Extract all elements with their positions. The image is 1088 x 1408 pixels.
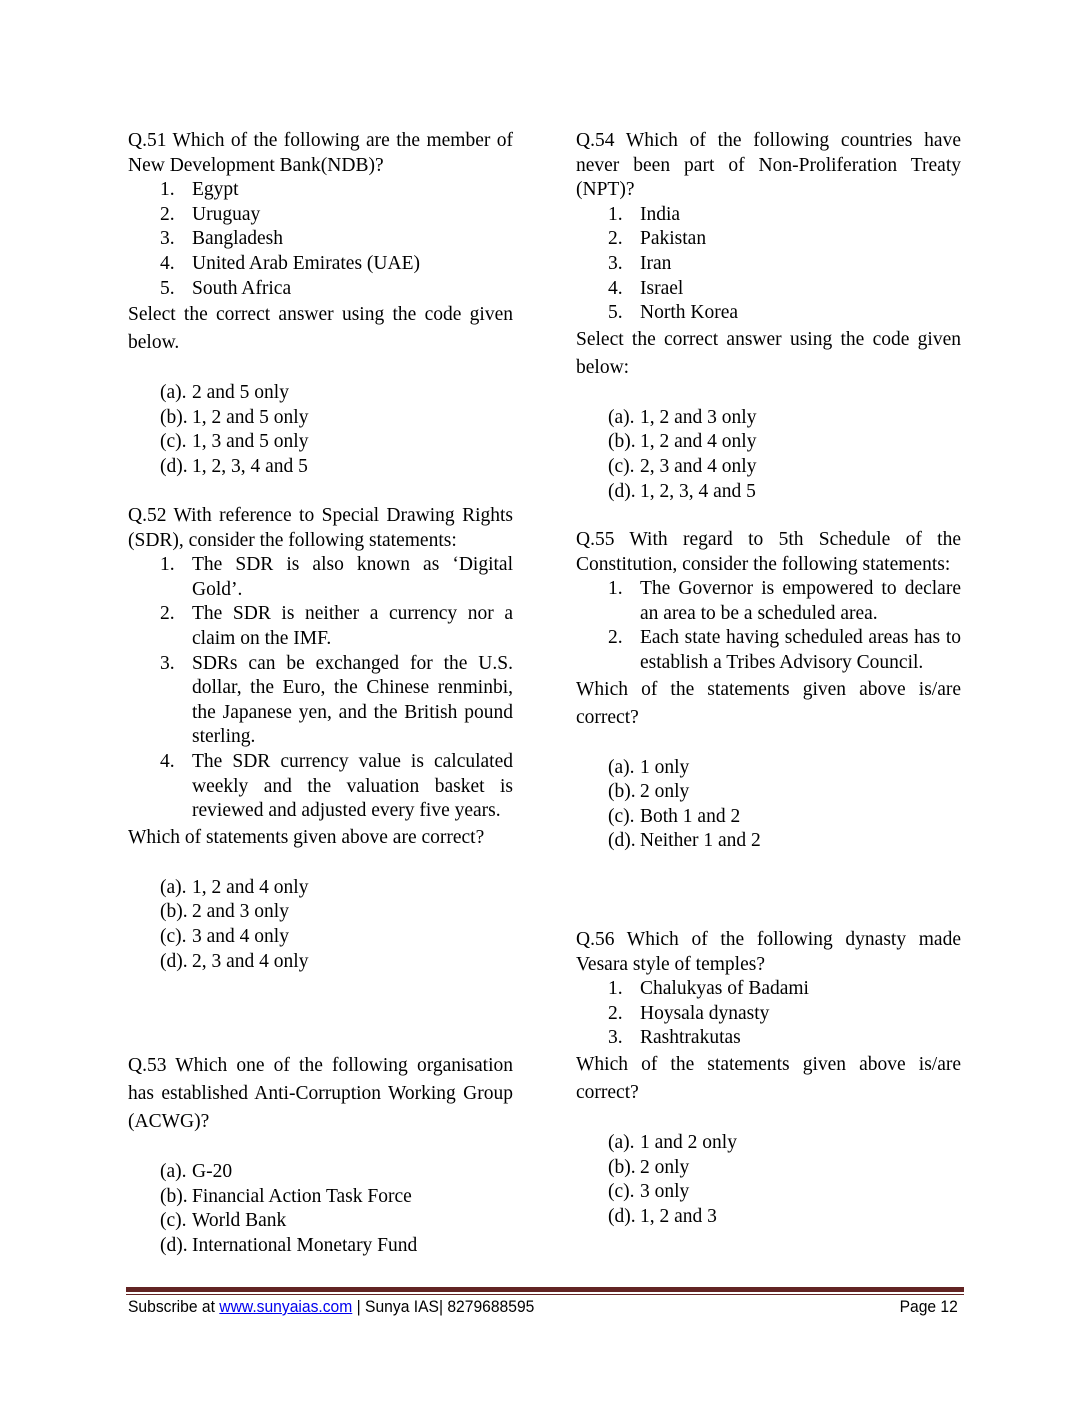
statement-list [576, 577, 961, 675]
answer-option [128, 430, 513, 455]
option-label: (c). [608, 805, 635, 827]
question-block [576, 928, 961, 1229]
answer-option [576, 455, 961, 480]
statement-number: 4. [160, 252, 175, 274]
answer-options [128, 381, 513, 479]
statement-item [576, 203, 961, 228]
answer-options [576, 406, 961, 504]
option-label: (c). [608, 455, 635, 477]
question-block [128, 504, 513, 974]
statement-text: The Governor is empowered to declare an area to be a scheduled area. [640, 578, 961, 624]
option-label: (a). [608, 406, 635, 428]
statement-item [576, 252, 961, 277]
statement-number: 2. [160, 603, 175, 625]
website-link[interactable]: www.sunyaias.com [219, 1297, 353, 1316]
statement-item [128, 553, 513, 602]
answer-options [128, 876, 513, 974]
answer-option [576, 780, 961, 805]
option-label: (b). [608, 1156, 636, 1178]
statement-item [576, 277, 961, 302]
option-label: (a). [160, 876, 187, 898]
option-text: 2 and 3 only [192, 901, 289, 923]
option-label: (a). [608, 756, 635, 778]
question-instruction: Which of the statements given above is/are correct? [576, 678, 961, 728]
statement-number: 4. [608, 277, 623, 299]
answer-option [128, 406, 513, 431]
option-label: (c). [608, 1181, 635, 1203]
statement-text: India [640, 203, 681, 225]
statement-text: The SDR is also known as ‘Digital Gold’. [192, 554, 513, 600]
answer-option [128, 900, 513, 925]
statement-item [576, 1002, 961, 1027]
option-label: (a). [160, 382, 187, 404]
option-text: 3 only [640, 1181, 690, 1203]
statement-number: 2. [160, 203, 175, 225]
statement-item [128, 602, 513, 651]
option-text: International Monetary Fund [192, 1234, 418, 1256]
answer-options [576, 756, 961, 854]
answer-options [576, 1131, 961, 1229]
statement-text: United Arab Emirates (UAE) [192, 252, 420, 274]
statement-text: Rashtrakutas [640, 1027, 741, 1049]
statement-item [128, 652, 513, 750]
statement-item [128, 750, 513, 824]
statement-item [128, 178, 513, 203]
question-instruction: Select the correct answer using the code given below. [128, 304, 513, 354]
option-label: (b). [160, 901, 188, 923]
statement-item [576, 577, 961, 626]
statement-item [576, 977, 961, 1002]
answer-option [128, 876, 513, 901]
answer-option [128, 1160, 513, 1185]
option-label: (b). [608, 781, 636, 803]
statement-number: 1. [160, 179, 175, 201]
statement-item [576, 301, 961, 326]
answer-option [128, 925, 513, 950]
answer-option [576, 406, 961, 431]
option-text: 1 only [640, 756, 690, 778]
option-text: 2 only [640, 781, 690, 803]
statement-text: Pakistan [640, 228, 707, 250]
option-text: 1, 2 and 5 only [192, 406, 309, 428]
statement-number: 1. [608, 578, 623, 600]
question-stem: Q.51 Which of the following are the member of New Development Bank(NDB)? [128, 130, 513, 176]
answer-option [128, 1185, 513, 1210]
statement-list [576, 203, 961, 326]
statement-text: The SDR is neither a currency nor a claim on the IMF. [192, 603, 513, 649]
option-text: 1, 2, 3, 4 and 5 [640, 480, 756, 502]
option-text: 2 and 5 only [192, 382, 289, 404]
statement-number: 5. [160, 277, 175, 299]
option-text: 2, 3 and 4 only [640, 455, 757, 477]
footer-contact: | Sunya IAS| 8279688595 [352, 1297, 535, 1316]
option-label: (d). [160, 950, 188, 972]
statement-text: Hoysala dynasty [640, 1002, 770, 1024]
statement-text: Egypt [192, 179, 239, 201]
question-stem: Q.56 Which of the following dynasty made Vesara style of temples? [576, 929, 961, 975]
statement-number: 1. [608, 978, 623, 1000]
answer-option [128, 1209, 513, 1234]
answer-option [128, 950, 513, 975]
statement-number: 3. [160, 228, 175, 250]
question-block [576, 129, 961, 504]
statement-text: Each state having scheduled areas has to establish a Tribes Advisory Council. [640, 627, 961, 673]
option-text: G-20 [192, 1161, 233, 1182]
statement-text: Uruguay [192, 203, 261, 225]
statement-number: 3. [160, 652, 175, 674]
option-label: (d). [160, 455, 188, 477]
statement-text: Iran [640, 252, 672, 274]
option-text: 3 and 4 only [192, 925, 289, 947]
footer-prefix: Subscribe at [128, 1297, 220, 1316]
statement-number: 1. [608, 203, 623, 225]
answer-option [576, 829, 961, 854]
option-text: Both 1 and 2 [640, 805, 741, 827]
option-label: (a). [608, 1131, 635, 1153]
option-label: (c). [160, 925, 187, 947]
footer-left [128, 1297, 534, 1317]
answer-option [576, 756, 961, 781]
statement-item [128, 277, 513, 302]
option-text: Neither 1 and 2 [640, 830, 761, 852]
answer-options [128, 1160, 513, 1258]
option-label: (d). [608, 480, 636, 502]
statement-number: 1. [160, 554, 175, 576]
statement-number: 2. [608, 1002, 623, 1024]
option-text: 1, 2 and 4 only [192, 876, 309, 898]
option-label: (c). [160, 1210, 187, 1232]
answer-option [128, 455, 513, 480]
statement-item [128, 227, 513, 252]
statement-text: North Korea [640, 302, 739, 324]
answer-option [128, 381, 513, 406]
statement-text: Bangladesh [192, 228, 283, 250]
statement-item [128, 252, 513, 277]
option-label: (d). [160, 1234, 188, 1256]
answer-option [576, 1180, 961, 1205]
option-label: (d). [608, 1205, 636, 1227]
option-label: (a). [160, 1161, 187, 1182]
statement-item [576, 626, 961, 675]
option-label: (b). [608, 431, 636, 453]
option-text: World Bank [192, 1210, 287, 1232]
footer-rule-thin [126, 1294, 964, 1295]
statement-text: Israel [640, 277, 684, 299]
statement-number: 3. [608, 252, 623, 274]
statement-text: Chalukyas of Badami [640, 978, 809, 1000]
option-label: (b). [160, 1185, 188, 1207]
question-stem: Q.53 Which one of the following organisation has established Anti-Corruption Working Group (ACWG)? [128, 1055, 513, 1132]
option-text: 2, 3 and 4 only [192, 950, 309, 972]
statement-list [128, 553, 513, 824]
answer-option [576, 805, 961, 830]
question-stem: Q.55 With regard to 5th Schedule of the Constitution, consider the following statements: [576, 529, 961, 575]
option-text: 1, 2 and 4 only [640, 431, 757, 453]
page-footer [128, 1297, 958, 1317]
option-text: 1, 2 and 3 only [640, 406, 757, 428]
answer-option [576, 1156, 961, 1181]
option-text: 2 only [640, 1156, 690, 1178]
statement-list [128, 178, 513, 301]
option-label: (c). [160, 431, 187, 453]
statement-text: South Africa [192, 277, 292, 299]
statement-number: 5. [608, 302, 623, 324]
option-text: Financial Action Task Force [192, 1185, 412, 1207]
statement-item [576, 227, 961, 252]
answer-option [576, 1205, 961, 1230]
answer-option [576, 1131, 961, 1156]
page-number: Page 12 [899, 1297, 958, 1316]
question-block [576, 528, 961, 854]
footer-rule-thick [126, 1287, 964, 1292]
question-instruction: Which of statements given above are correct? [128, 826, 485, 848]
option-label: (d). [608, 830, 636, 852]
option-text: 1, 2 and 3 [640, 1205, 717, 1227]
statement-list [576, 977, 961, 1051]
answer-option [576, 430, 961, 455]
statement-number: 2. [608, 627, 623, 649]
answer-option [576, 480, 961, 505]
question-block [128, 1052, 513, 1258]
option-text: 1, 2, 3, 4 and 5 [192, 455, 308, 477]
question-block [128, 129, 513, 480]
statement-number: 2. [608, 228, 623, 250]
answer-option [128, 1234, 513, 1259]
statement-text: The SDR currency value is calculated weekly and the valuation basket is reviewed and adjusted every five years. [192, 750, 513, 822]
question-stem: Q.54 Which of the following countries have never been part of Non-Proliferation Treaty (NPT)? [576, 130, 961, 201]
option-label: (b). [160, 406, 188, 428]
statement-number: 3. [608, 1027, 623, 1049]
question-instruction: Which of the statements given above is/are correct? [576, 1053, 961, 1103]
statement-item [576, 1026, 961, 1051]
option-text: 1, 3 and 5 only [192, 431, 309, 453]
option-text: 1 and 2 only [640, 1131, 737, 1153]
statement-item [128, 203, 513, 228]
statement-text: SDRs can be exchanged for the U.S. dollar, the Euro, the Chinese renminbi, the Japanese yen, and the British pound sterling. [192, 652, 513, 748]
question-stem: Q.52 With reference to Special Drawing Rights (SDR), consider the following statements: [128, 505, 513, 551]
question-instruction: Select the correct answer using the code given below: [576, 328, 961, 378]
statement-number: 4. [160, 750, 175, 772]
